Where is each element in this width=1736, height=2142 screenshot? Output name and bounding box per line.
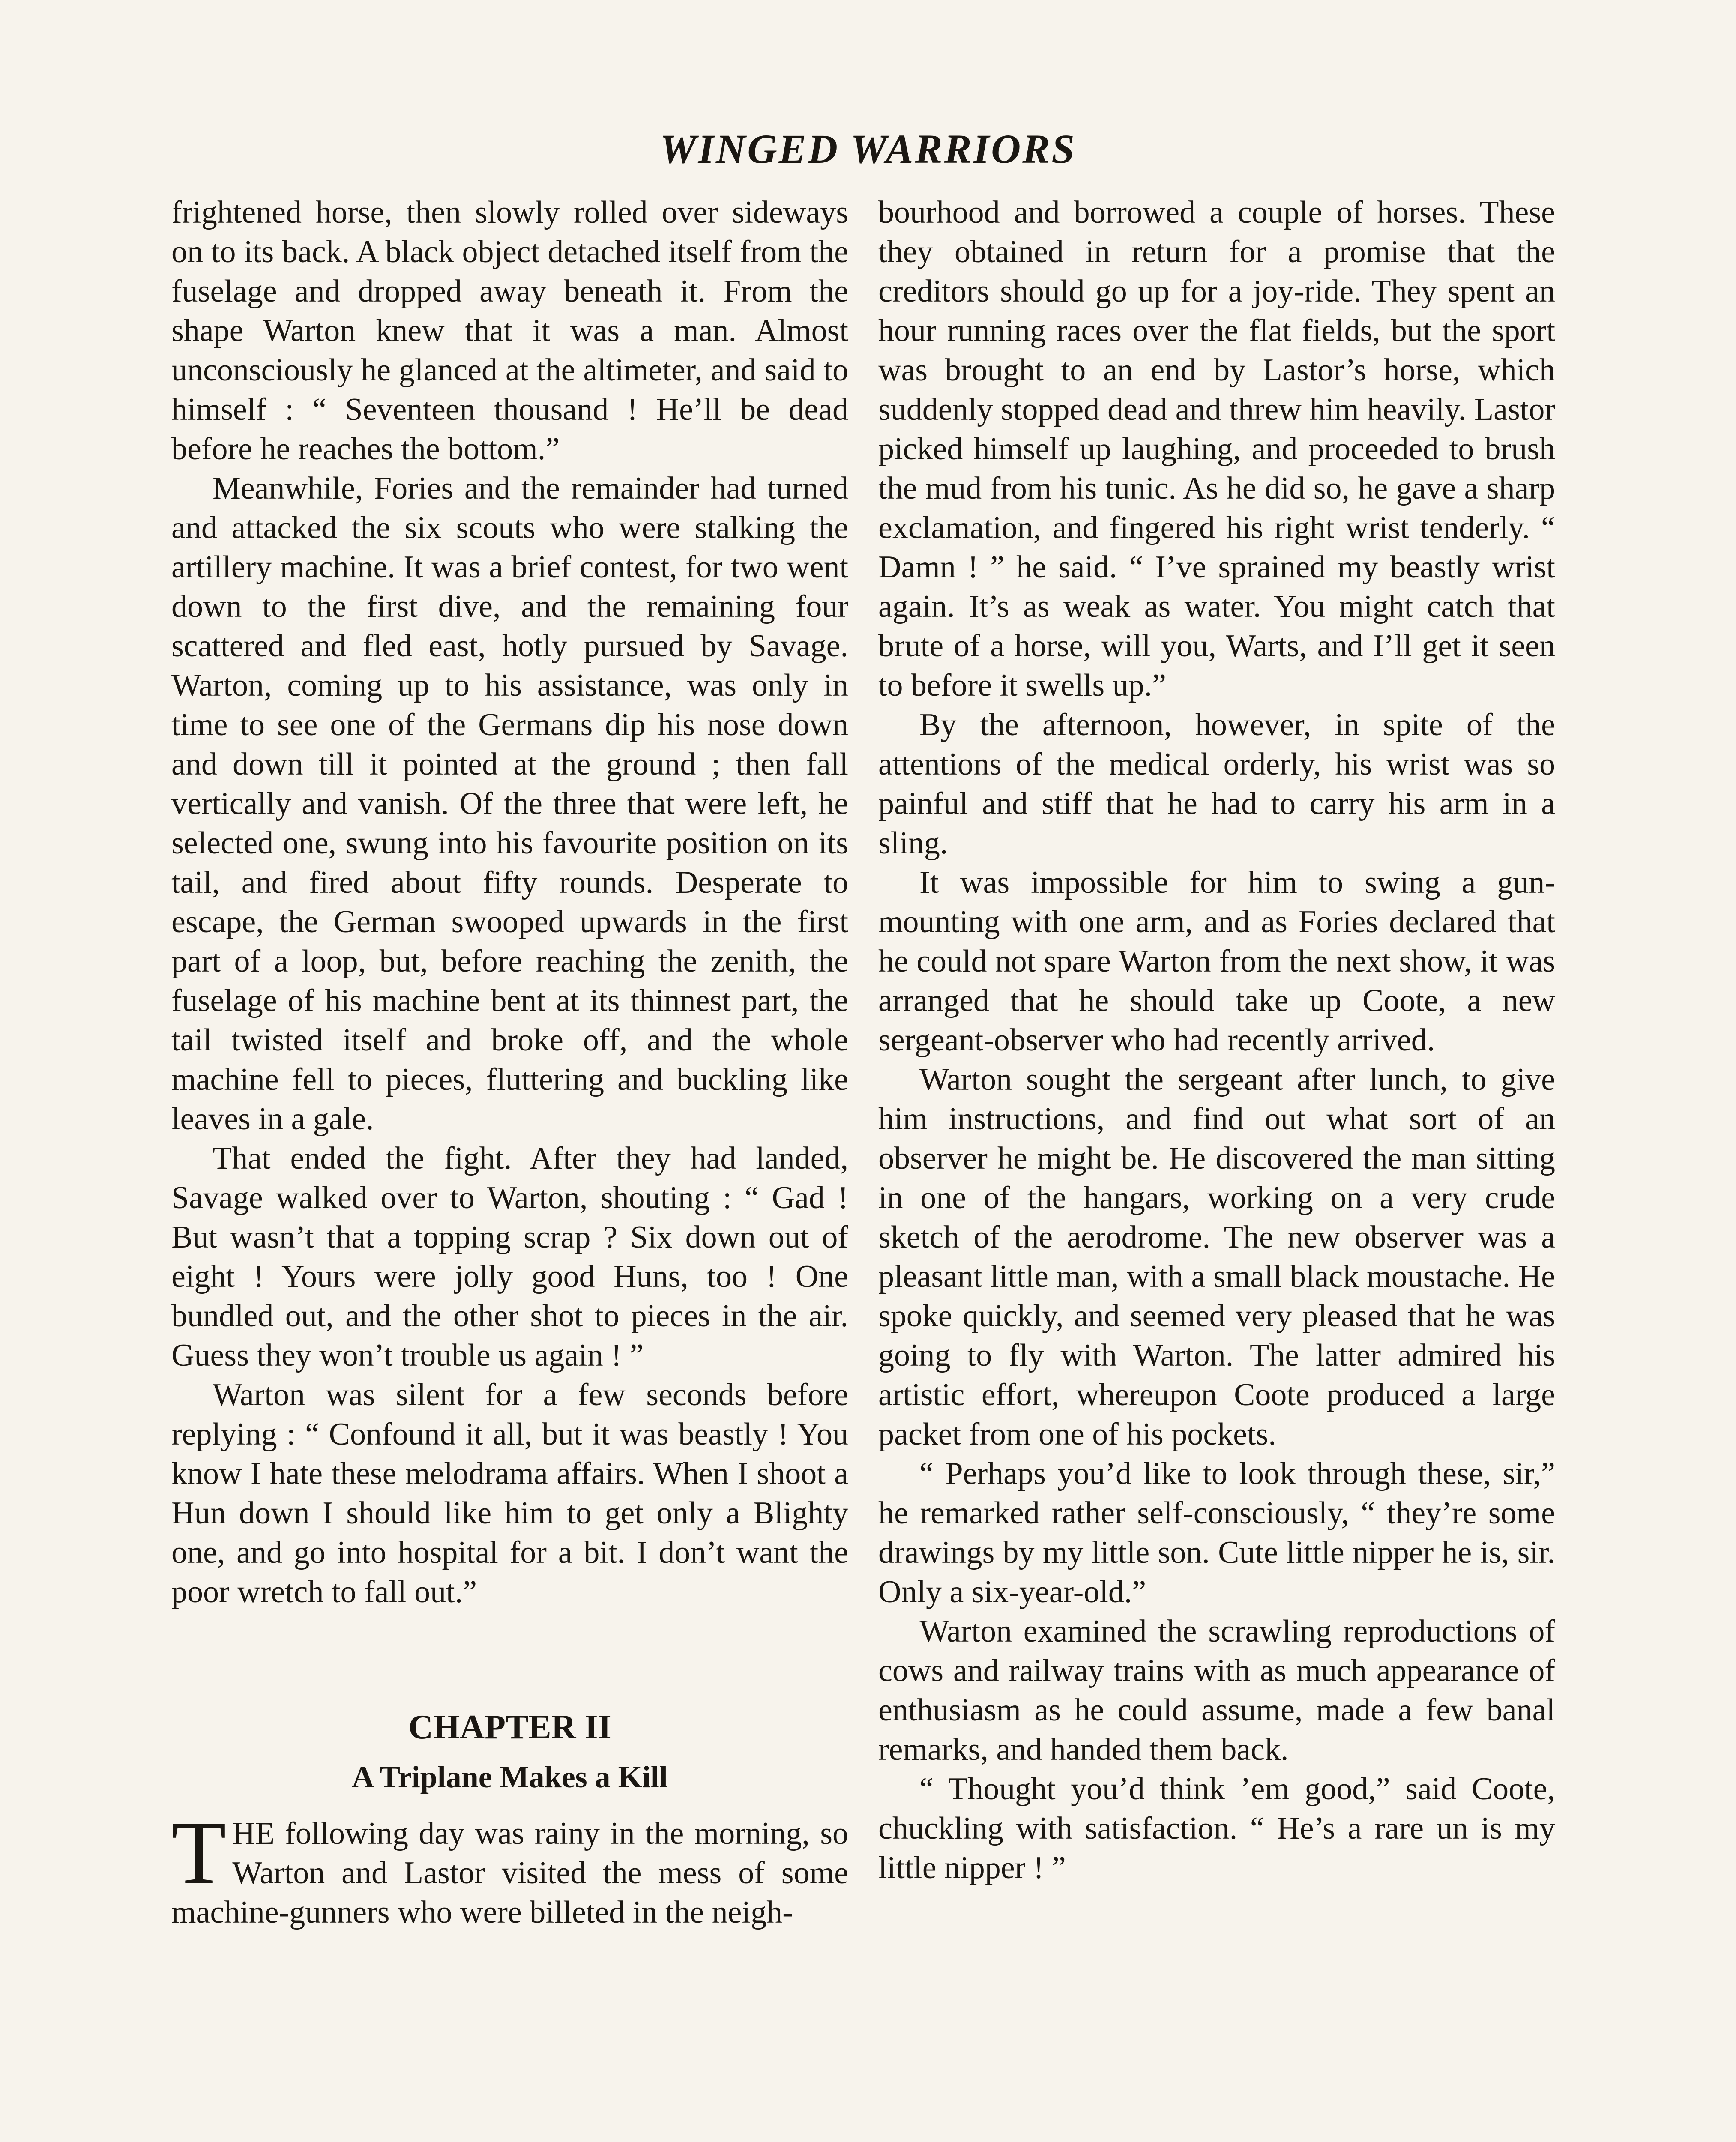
chapter-opening-text: HE following day was rainy in the morning, so Warton and Lastor visited the mess of some machine-gunners who were billeted in the neigh- [171,1816,848,1930]
chapter-title: CHAPTER II [408,1708,611,1746]
drop-cap: T [171,1803,227,1903]
paragraph: Warton sought the sergeant after lunch, to give him instructions, and find out what sort of an observer he might be. He discovered the man sitting in one of the hangars, working on a very crude sketch of the aerodrome. The new observer was a pleasant little man, with a small black moustache. He spoke quickly, and seemed very pleased that he was going to fly with Warton. The latter admired his artistic effort, whereupon Coote produced a large packet from one of his pockets. [878,1062,1555,1452]
right-column [878,193,1555,1888]
left-column [171,193,848,1932]
paragraph: Warton examined the scrawling reproductions of cows and railway trains with as much appearance of enthusiasm as he could assume, made a few banal remarks, and handed them back. [878,1614,1555,1767]
paragraph: Warton was silent for a few seconds before replying : “ Confound it all, but it was beastly ! You know I hate these melodrama affairs. When I shoot a Hun down I should like him to get only a Blighty one, and go into hospital for a bit. I don’t want the poor wretch to fall out.” [171,1377,848,1609]
paragraph: It was impossible for him to swing a gun-mounting with one arm, and as Fories declared that he could not spare Warton from the next show, it was arranged that he should take up Coote, a new sergeant-observer who had recently arrived. [878,865,1555,1058]
paragraph: Meanwhile, Fories and the remainder had turned and attacked the six scouts who were stalking the artillery machine. It was a brief contest, for two went down to the first dive, and the remaining four scattered and fled east, hotly pursued by Savage. Warton, coming up to his assistance, was only in time to see one of the Germans dip his nose down and down till it pointed at the ground ; then fall vertically and vanish. Of the three that were left, he selected one, swung into his favourite position on its tail, and fired about fifty rounds. Desperate to escape, the German swooped upwards in the first part of a loop, but, before reaching the zenith, the fuselage of his machine bent at its thinnest part, the tail twisted itself and broke off, and the whole machine fell to pieces, fluttering and buckling like leaves in a gale. [171,471,848,1137]
paragraph: frightened horse, then slowly rolled over sideways on to its back. A black object detached itself from the fuselage and dropped away beneath it. From the shape Warton knew that it was a man. Almost unconsciously he glanced at the altimeter, and said to himself : “ Seventeen thousand ! He’ll be dead before he reaches the bottom.” [171,195,848,467]
paragraph: “ Perhaps you’d like to look through these, sir,” he remarked rather self-consciously, “ they’re some drawings by my little son. Cute little nipper he is, sir. Only a six-year-old.” [878,1456,1555,1609]
paragraph: “ Thought you’d think ’em good,” said Coote, chuckling with satisfaction. “ He’s a rare un is my little nipper ! ” [878,1771,1555,1885]
paragraph: bourhood and borrowed a couple of horses. These they obtained in return for a promise that the creditors should go up for a joy-ride. They spent an hour running races over the flat fields, but the sport was brought to an end by Lastor’s horse, which suddenly stopped dead and threw him heavily. Lastor picked himself up laughing, and proceeded to brush the mud from his tunic. As he did so, he gave a sharp exclamation, and fingered his right wrist tenderly. “ Damn ! ” he said. “ I’ve sprained my beastly wrist again. It’s as weak as water. You might catch that brute of a horse, will you, Warts, and I’ll get it seen to before it swells up.” [878,195,1555,703]
chapter-subtitle: A Triplane Makes a Kill [352,1760,668,1794]
paragraph: That ended the fight. After they had landed, Savage walked over to Warton, shouting : “ Gad ! But wasn’t that a topping scrap ? Six down out of eight ! Yours were jolly good Huns, too ! One bundled out, and the other shot to pieces in the air. Guess they won’t trouble us again ! ” [171,1141,848,1373]
paragraph: By the afternoon, however, in spite of the attentions of the medical orderly, his wrist was so painful and stiff that he had to carry his arm in a sling. [878,707,1555,861]
chapter-opening-paragraph [171,1803,848,1932]
running-head: WINGED WARRIORS [660,126,1076,172]
